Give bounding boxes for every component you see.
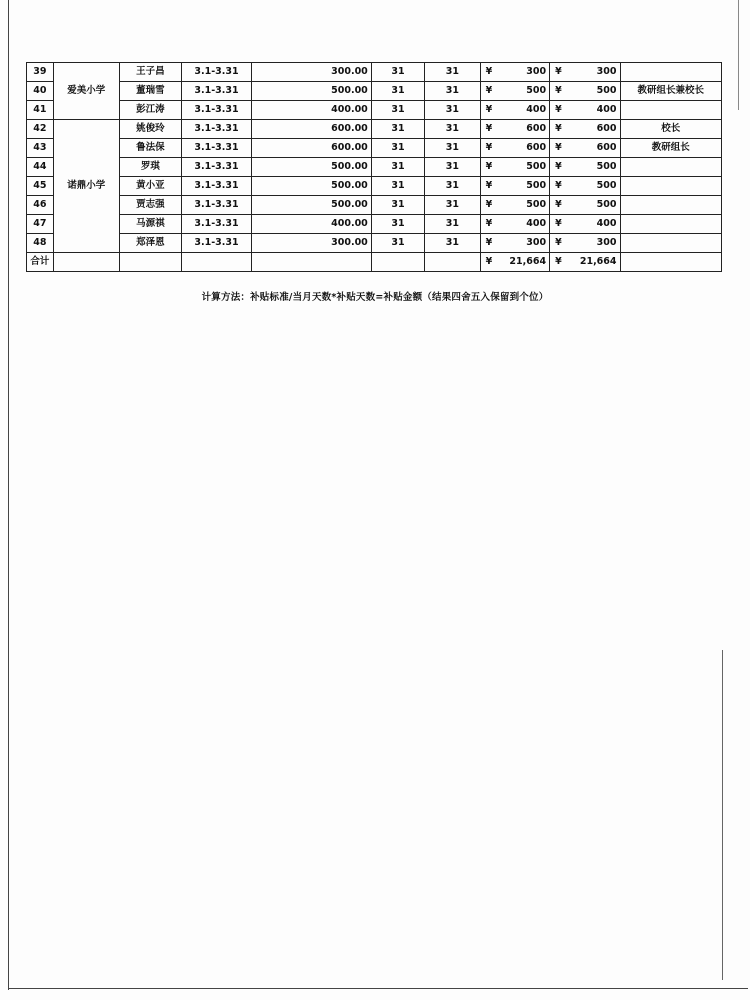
subsidy-amount xyxy=(480,120,549,139)
subsidy-amount xyxy=(480,196,549,215)
subsidy-rate: 300.00 xyxy=(252,63,372,82)
subsidy-rate: 400.00 xyxy=(252,215,372,234)
empty-cell xyxy=(53,253,119,272)
person-name: 贾志强 xyxy=(119,196,181,215)
currency-symbol: ¥ xyxy=(485,237,493,248)
period: 3.1-3.31 xyxy=(181,177,251,196)
period: 3.1-3.31 xyxy=(181,63,251,82)
currency-symbol: ¥ xyxy=(555,123,562,134)
subsidy-amount xyxy=(480,139,549,158)
remark xyxy=(620,177,721,196)
scan-edge-left xyxy=(8,0,9,990)
subsidy-amount xyxy=(480,63,549,82)
row-number: 41 xyxy=(27,101,54,120)
amount-value: 300 xyxy=(526,66,547,77)
amount-value: 600 xyxy=(526,123,547,134)
row-number: 43 xyxy=(27,139,54,158)
period: 3.1-3.31 xyxy=(181,234,251,253)
remark xyxy=(620,234,721,253)
person-name: 王子昌 xyxy=(119,63,181,82)
amount-value: 400 xyxy=(596,218,617,229)
currency-symbol: ¥ xyxy=(485,161,493,172)
amount-value: 21,664 xyxy=(509,256,547,267)
table-row xyxy=(27,234,722,253)
person-name: 罗琪 xyxy=(119,158,181,177)
empty-cell xyxy=(620,253,721,272)
period: 3.1-3.31 xyxy=(181,215,251,234)
row-number: 39 xyxy=(27,63,54,82)
table-row xyxy=(27,158,722,177)
person-name: 彭江涛 xyxy=(119,101,181,120)
subsidy-days: 31 xyxy=(425,196,481,215)
currency-symbol: ¥ xyxy=(485,180,493,191)
amount-value: 400 xyxy=(526,218,547,229)
days-in-month: 31 xyxy=(371,196,424,215)
person-name: 黄小亚 xyxy=(119,177,181,196)
scan-edge-bottom xyxy=(8,988,748,989)
currency-symbol: ¥ xyxy=(555,256,562,267)
amount-value: 600 xyxy=(596,142,617,153)
currency-symbol: ¥ xyxy=(485,142,493,153)
row-number: 46 xyxy=(27,196,54,215)
amount-value: 300 xyxy=(596,237,617,248)
paid-amount xyxy=(550,215,620,234)
amount-value: 600 xyxy=(596,123,617,134)
person-name: 鲁法保 xyxy=(119,139,181,158)
empty-cell xyxy=(181,253,251,272)
days-in-month: 31 xyxy=(371,215,424,234)
empty-cell xyxy=(371,253,424,272)
table-row xyxy=(27,177,722,196)
currency-symbol: ¥ xyxy=(555,180,562,191)
days-in-month: 31 xyxy=(371,158,424,177)
person-name: 马源祺 xyxy=(119,215,181,234)
table-row xyxy=(27,196,722,215)
amount-value: 500 xyxy=(596,199,617,210)
period: 3.1-3.31 xyxy=(181,82,251,101)
paid-amount xyxy=(550,234,620,253)
currency-symbol: ¥ xyxy=(555,199,562,210)
paid-amount xyxy=(550,139,620,158)
currency-symbol: ¥ xyxy=(555,161,562,172)
currency-symbol: ¥ xyxy=(555,142,562,153)
paid-amount xyxy=(550,82,620,101)
amount-value: 500 xyxy=(526,161,547,172)
amount-value: 500 xyxy=(596,161,617,172)
subsidy-rate: 500.00 xyxy=(252,196,372,215)
subsidy-days: 31 xyxy=(425,139,481,158)
subsidy-rate: 500.00 xyxy=(252,158,372,177)
remark: 校长 xyxy=(620,120,721,139)
table-row xyxy=(27,82,722,101)
days-in-month: 31 xyxy=(371,120,424,139)
currency-symbol: ¥ xyxy=(485,218,493,229)
empty-cell xyxy=(119,253,181,272)
subsidy-rate: 400.00 xyxy=(252,101,372,120)
paid-amount xyxy=(550,177,620,196)
amount-value: 400 xyxy=(596,104,617,115)
period: 3.1-3.31 xyxy=(181,196,251,215)
table-row xyxy=(27,215,722,234)
subsidy-days: 31 xyxy=(425,82,481,101)
amount-value: 300 xyxy=(596,66,617,77)
currency-symbol: ¥ xyxy=(555,66,562,77)
empty-cell xyxy=(425,253,481,272)
days-in-month: 31 xyxy=(371,63,424,82)
amount-value: 500 xyxy=(526,85,547,96)
subsidy-days: 31 xyxy=(425,120,481,139)
remark xyxy=(620,196,721,215)
days-in-month: 31 xyxy=(371,101,424,120)
subsidy-days: 31 xyxy=(425,63,481,82)
subsidy-days: 31 xyxy=(425,177,481,196)
scan-edge-right-top xyxy=(738,0,739,110)
total-paid-amount xyxy=(550,253,620,272)
period: 3.1-3.31 xyxy=(181,158,251,177)
amount-value: 500 xyxy=(596,180,617,191)
subsidy-amount xyxy=(480,158,549,177)
amount-value: 400 xyxy=(526,104,547,115)
paid-amount xyxy=(550,101,620,120)
row-number: 40 xyxy=(27,82,54,101)
subsidy-rate: 500.00 xyxy=(252,177,372,196)
amount-value: 500 xyxy=(596,85,617,96)
remark xyxy=(620,158,721,177)
school-name: 诺鼎小学 xyxy=(53,120,119,253)
subsidy-rate: 600.00 xyxy=(252,139,372,158)
table-row xyxy=(27,120,722,139)
person-name: 姚俊玲 xyxy=(119,120,181,139)
total-row xyxy=(27,253,722,272)
amount-value: 600 xyxy=(526,142,547,153)
total-label: 合计 xyxy=(27,253,54,272)
paid-amount xyxy=(550,120,620,139)
days-in-month: 31 xyxy=(371,177,424,196)
currency-symbol: ¥ xyxy=(485,104,493,115)
days-in-month: 31 xyxy=(371,234,424,253)
row-number: 48 xyxy=(27,234,54,253)
amount-value: 500 xyxy=(526,199,547,210)
person-name: 郑泽恩 xyxy=(119,234,181,253)
subsidy-rate: 600.00 xyxy=(252,120,372,139)
paid-amount xyxy=(550,196,620,215)
currency-symbol: ¥ xyxy=(485,66,493,77)
days-in-month: 31 xyxy=(371,82,424,101)
table-row xyxy=(27,139,722,158)
period: 3.1-3.31 xyxy=(181,101,251,120)
currency-symbol: ¥ xyxy=(555,104,562,115)
subsidy-days: 31 xyxy=(425,101,481,120)
remark xyxy=(620,215,721,234)
subsidy-days: 31 xyxy=(425,234,481,253)
subsidy-table xyxy=(26,62,722,272)
row-number: 45 xyxy=(27,177,54,196)
table-row xyxy=(27,63,722,82)
scan-edge-right xyxy=(722,650,723,980)
empty-cell xyxy=(252,253,372,272)
currency-symbol: ¥ xyxy=(555,218,562,229)
currency-symbol: ¥ xyxy=(555,237,562,248)
currency-symbol: ¥ xyxy=(485,256,493,267)
remark xyxy=(620,101,721,120)
subsidy-days: 31 xyxy=(425,158,481,177)
subsidy-amount xyxy=(480,101,549,120)
subsidy-amount xyxy=(480,215,549,234)
row-number: 42 xyxy=(27,120,54,139)
amount-value: 21,664 xyxy=(579,256,617,267)
paid-amount xyxy=(550,63,620,82)
period: 3.1-3.31 xyxy=(181,120,251,139)
amount-value: 300 xyxy=(526,237,547,248)
subsidy-rate: 500.00 xyxy=(252,82,372,101)
subsidy-days: 31 xyxy=(425,215,481,234)
calculation-note: 计算方法：补贴标准/当月天数*补贴天数=补贴金额（结果四舍五入保留到个位） xyxy=(201,292,549,303)
days-in-month: 31 xyxy=(371,139,424,158)
subsidy-amount xyxy=(480,177,549,196)
school-name: 爱美小学 xyxy=(53,63,119,120)
total-subsidy-amount xyxy=(480,253,549,272)
remark: 教研组长 xyxy=(620,139,721,158)
remark xyxy=(620,63,721,82)
currency-symbol: ¥ xyxy=(485,123,493,134)
row-number: 47 xyxy=(27,215,54,234)
remark: 教研组长兼校长 xyxy=(620,82,721,101)
subsidy-amount xyxy=(480,234,549,253)
table-row xyxy=(27,101,722,120)
currency-symbol: ¥ xyxy=(485,85,493,96)
currency-symbol: ¥ xyxy=(555,85,562,96)
amount-value: 500 xyxy=(526,180,547,191)
row-number: 44 xyxy=(27,158,54,177)
paid-amount xyxy=(550,158,620,177)
person-name: 董瑞雪 xyxy=(119,82,181,101)
currency-symbol: ¥ xyxy=(485,199,493,210)
subsidy-rate: 300.00 xyxy=(252,234,372,253)
subsidy-amount xyxy=(480,82,549,101)
period: 3.1-3.31 xyxy=(181,139,251,158)
